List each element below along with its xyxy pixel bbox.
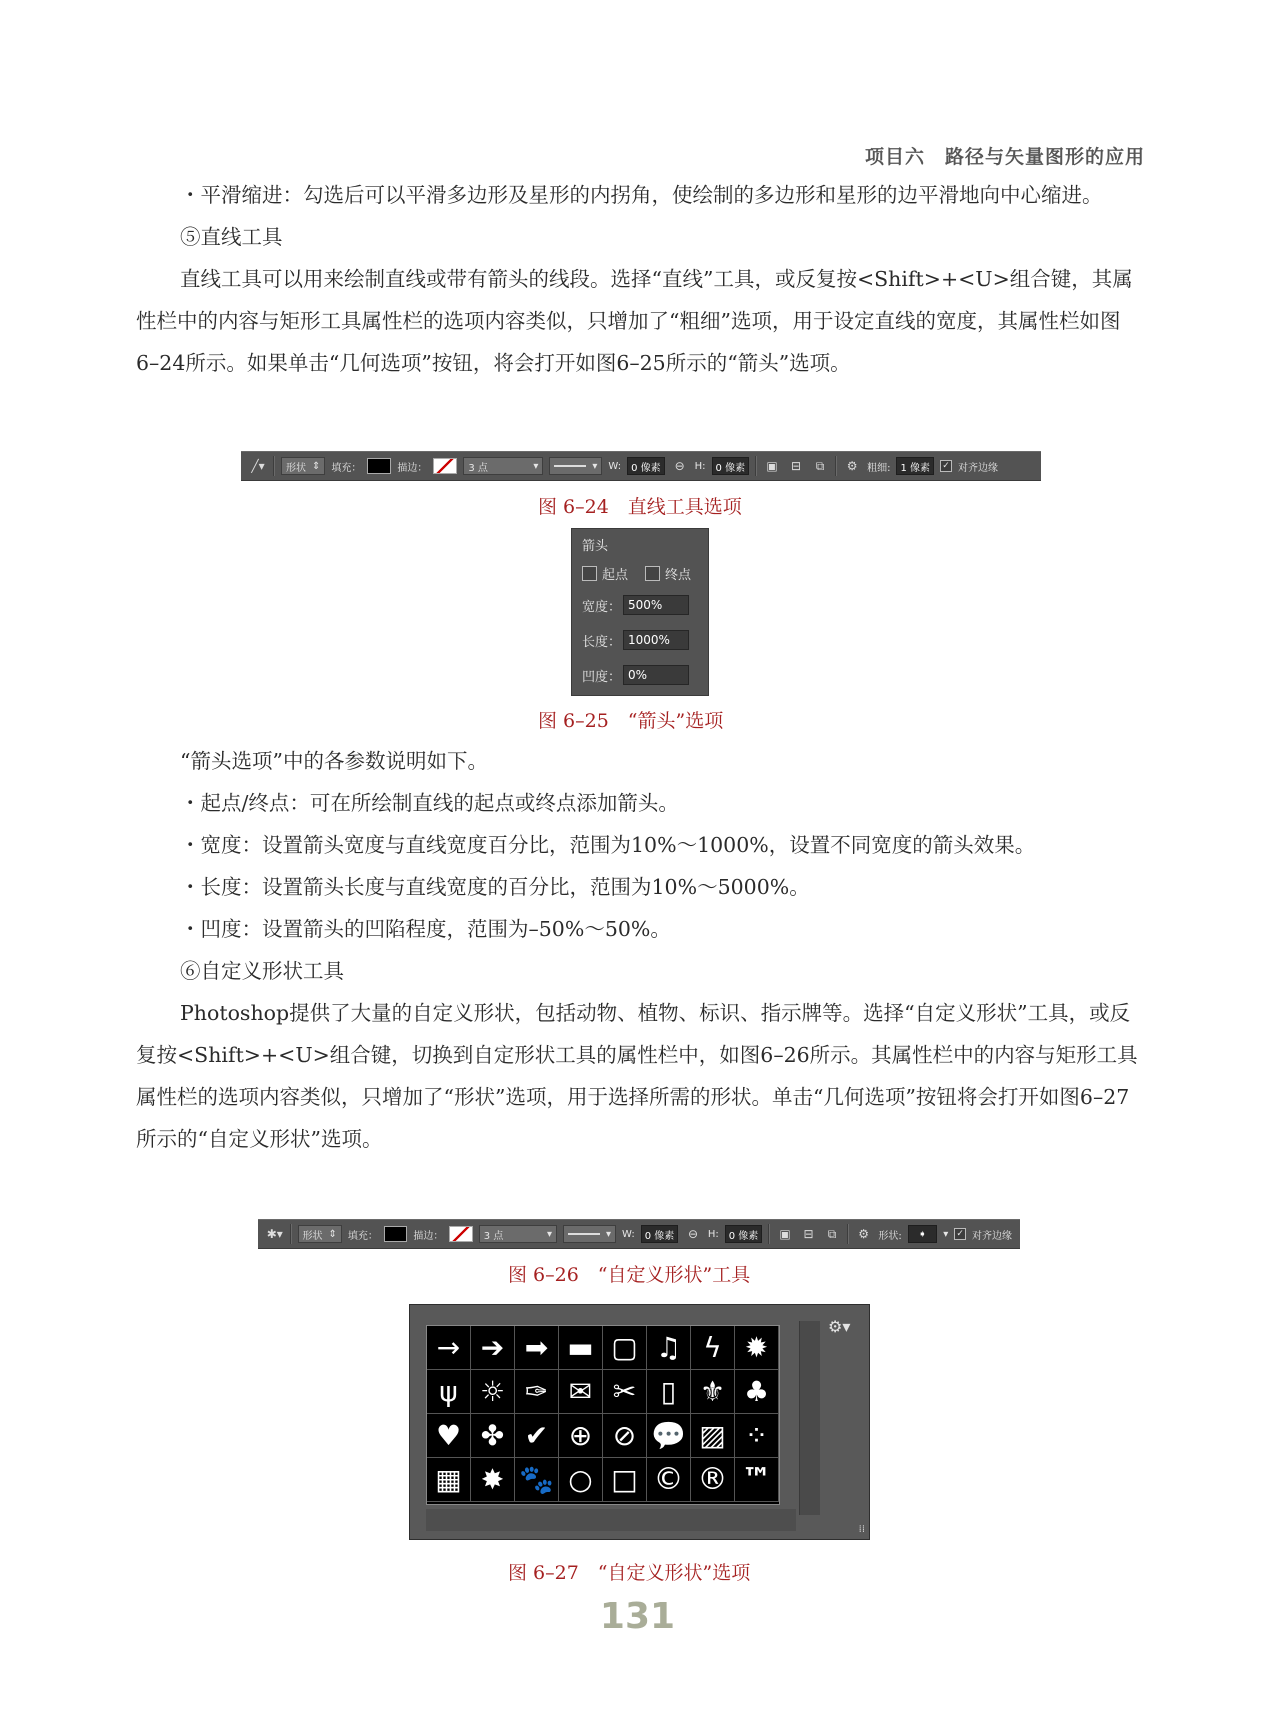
line-tool-icon[interactable]: ╱▾ (251, 459, 265, 473)
align-edges-checkbox[interactable]: ✓ (940, 460, 952, 472)
width-input[interactable]: 500% (623, 595, 689, 615)
end-checkbox-group[interactable] (645, 564, 691, 583)
weight-input[interactable]: 1 像素 (896, 457, 934, 475)
stroke-label: 描边： (413, 1230, 444, 1242)
start-checkbox[interactable] (582, 566, 597, 581)
shape-thumbnail-icon[interactable]: → (427, 1326, 471, 1370)
gear-menu-icon[interactable]: ⚙▾ (828, 1317, 851, 1336)
shape-thumbnail-icon[interactable]: ✉ (559, 1370, 603, 1414)
shape-thumbnail-icon[interactable]: ϟ (691, 1326, 735, 1370)
running-header: 项目六 路径与矢量图形的应用 (864, 146, 1145, 168)
path-alignment-icon[interactable]: ⊟ (803, 1227, 814, 1241)
start-checkbox-group[interactable] (582, 564, 628, 583)
shape-thumbnail-icon[interactable]: ⚜ (691, 1370, 735, 1414)
link-icon[interactable]: ⊖ (688, 1227, 699, 1241)
scrollbar[interactable] (799, 1321, 820, 1515)
paragraph-smooth-indent: ・平滑缩进：勾选后可以平滑多边形及星形的内拐角，使绘制的多边形和星形的边平滑地向中心缩进。 (180, 183, 1103, 207)
gear-icon[interactable]: ⚙ (846, 459, 858, 473)
end-label: 终点 (665, 568, 692, 583)
body-block-2 (136, 740, 1141, 1160)
section-heading-line-tool: ⑤直线工具 (180, 225, 283, 249)
shape-thumbnail-icon[interactable]: ▨ (691, 1414, 735, 1458)
shape-thumbnail-icon[interactable]: ⁘ (735, 1414, 779, 1458)
shape-thumbnail-icon[interactable]: ☼ (471, 1370, 515, 1414)
stroke-swatch[interactable] (433, 458, 457, 474)
fill-swatch[interactable] (367, 458, 391, 474)
shape-thumbnail-icon[interactable]: ✤ (471, 1414, 515, 1458)
end-checkbox[interactable] (645, 566, 660, 581)
height-label: H: (694, 460, 706, 472)
shape-thumbnail-icon[interactable]: ™ (735, 1458, 779, 1502)
align-edges-label: 对齐边缘 (971, 1230, 1012, 1242)
shape-thumbnail-icon[interactable]: ψ (427, 1370, 471, 1414)
link-icon[interactable]: ⊖ (674, 459, 685, 473)
page-number: 131 (599, 1596, 676, 1637)
caption-fig-6-27: 图 6–27 “自定义形状”选项 (508, 1562, 751, 1584)
width-label: W: (608, 460, 622, 472)
stroke-size-dropdown[interactable]: 3 点 ▾ (463, 457, 543, 475)
gear-icon[interactable]: ⚙ (858, 1227, 869, 1241)
height-input[interactable]: 0 像素 (712, 457, 750, 475)
caption-fig-6-24: 图 6–24 直线工具选项 (538, 496, 742, 518)
length-row (582, 630, 689, 650)
shape-thumbnail-icon[interactable]: ➡ (515, 1326, 559, 1370)
shape-thumbnail-icon[interactable]: ▬ (559, 1326, 603, 1370)
paragraph-arrow-intro: “箭头选项”中的各参数说明如下。 (180, 749, 488, 773)
length-label: 长度： (582, 634, 622, 650)
shape-thumbnail-icon[interactable]: 💬 (647, 1414, 691, 1458)
shape-thumbnail-icon[interactable]: ♣ (735, 1370, 779, 1414)
mode-dropdown[interactable]: 形状 ⇕ (298, 1225, 342, 1243)
panel-title: 箭头 (582, 539, 609, 554)
shape-thumbnail-icon[interactable]: □ (603, 1458, 647, 1502)
paragraph-concavity: ・凹度：设置箭头的凹陷程度，范围为–50%～50%。 (180, 917, 671, 941)
fill-label: 填充： (347, 1230, 378, 1242)
shape-thumbnail-icon[interactable]: ♥ (427, 1414, 471, 1458)
align-edges-checkbox[interactable]: ✓ (954, 1228, 966, 1240)
shape-thumbnail-icon[interactable]: ✑ (515, 1370, 559, 1414)
stroke-label: 描边： (397, 462, 428, 474)
shape-thumbnail-icon[interactable]: ♫ (647, 1326, 691, 1370)
shape-thumbnail-icon[interactable]: ▢ (603, 1326, 647, 1370)
divider (835, 456, 837, 476)
arrowhead-panel (571, 528, 709, 696)
path-operations-icon[interactable]: ▣ (779, 1227, 791, 1241)
width-label: 宽度： (582, 599, 622, 615)
divider (847, 1224, 849, 1244)
shape-thumbnail-icon[interactable]: ✹ (735, 1326, 779, 1370)
shape-thumbnail-icon[interactable]: © (647, 1458, 691, 1502)
shape-thumbnail-icon[interactable]: ○ (559, 1458, 603, 1502)
fill-label: 填充： (331, 462, 362, 474)
shape-label: 形状: (878, 1230, 902, 1242)
align-edges-label: 对齐边缘 (958, 462, 998, 474)
start-label: 起点 (602, 568, 629, 583)
shape-thumbnail-icon[interactable]: ▦ (427, 1458, 471, 1502)
caption-fig-6-26: 图 6–26 “自定义形状”工具 (508, 1264, 751, 1286)
divider (273, 456, 275, 476)
divider (290, 1224, 292, 1244)
width-label: W: (622, 1228, 635, 1240)
width-input[interactable]: 0 像素 (641, 1225, 679, 1243)
divider (755, 456, 757, 476)
caption-fig-6-25: 图 6–25 “箭头”选项 (538, 710, 724, 732)
shape-thumbnail-icon[interactable]: ▯ (647, 1370, 691, 1414)
height-label: H: (707, 1228, 719, 1240)
section-heading-custom-shape: ⑥自定义形状工具 (180, 959, 344, 983)
path-alignment-icon[interactable]: ⊟ (791, 459, 802, 473)
concavity-label: 凹度： (582, 669, 622, 685)
paragraph-line-tool: 直线工具可以用来绘制直线或带有箭头的线段。选择“直线”工具，或反复按<Shift>+<U>组合键，其属性栏中的内容与矩形工具属性栏的选项内容类似，只增加了“粗细”选项，用于设定直线的宽度，其属性栏如图6–24所示。如果单击“几何选项”按钮，将会打开如图6–25所示的“箭头”选项。 (136, 267, 1133, 375)
path-arrangement-icon[interactable]: ⧉ (815, 458, 825, 473)
paragraph-start-end: ・起点/终点：可在所绘制直线的起点或终点添加箭头。 (180, 791, 679, 815)
custom-shape-tool-icon[interactable]: ✱▾ (266, 1227, 283, 1241)
shape-thumbnail-icon[interactable]: ⊘ (603, 1414, 647, 1458)
divider (768, 1224, 770, 1244)
width-input[interactable]: 0 像素 (627, 457, 665, 475)
shape-thumbnail-icon[interactable]: ® (691, 1458, 735, 1502)
shape-thumbnail-icon[interactable]: ✸ (471, 1458, 515, 1502)
shape-thumbnail-icon[interactable]: ✔ (515, 1414, 559, 1458)
stroke-type-dropdown[interactable]: ▾ (549, 457, 602, 475)
length-input[interactable]: 1000% (623, 630, 689, 650)
concavity-row (582, 665, 689, 685)
stroke-type-dropdown[interactable]: ▾ (563, 1225, 616, 1243)
line-tool-options-bar (241, 451, 1041, 481)
height-input[interactable]: 0 像素 (725, 1225, 763, 1243)
paragraph-width: ・宽度：设置箭头宽度与直线宽度百分比，范围为10%～1000%，设置不同宽度的箭头效果。 (180, 833, 1036, 857)
weight-label: 粗细: (867, 462, 891, 474)
resize-grip-icon[interactable]: ⁞⁞ (858, 1524, 865, 1535)
fill-swatch[interactable] (384, 1226, 407, 1242)
shape-thumbnail-icon[interactable]: ⊕ (559, 1414, 603, 1458)
mode-dropdown[interactable]: 形状 ⇕ (281, 457, 325, 475)
shape-picker[interactable]: ➧ (908, 1225, 937, 1243)
panel-footer (426, 1509, 796, 1531)
custom-shape-options-bar (258, 1219, 1020, 1249)
body-block-1 (136, 174, 1141, 384)
shape-thumbnail-icon[interactable]: 🐾 (515, 1458, 559, 1502)
shape-thumbnail-icon[interactable]: ➔ (471, 1326, 515, 1370)
width-row (582, 595, 689, 615)
shape-picker-chevron-icon[interactable]: ▾ (943, 1228, 949, 1240)
shape-grid (426, 1325, 780, 1505)
path-operations-icon[interactable]: ▣ (766, 459, 778, 473)
concavity-input[interactable]: 0% (623, 665, 689, 685)
shape-thumbnail-icon[interactable]: ✂ (603, 1370, 647, 1414)
stroke-swatch[interactable] (449, 1226, 472, 1242)
stroke-size-dropdown[interactable]: 3 点 ▾ (479, 1225, 557, 1243)
paragraph-custom-shape: Photoshop提供了大量的自定义形状，包括动物、植物、标识、指示牌等。选择“自定义形状”工具，或反复按<Shift>+<U>组合键，切换到自定形状工具的属性栏中，如图6–26所示。其属性栏中的内容与矩形工具属性栏的选项内容类似，只增加了“形状”选项，用于选择所需的形状。单击“几何选项”按钮将会打开如图6–27所示的“自定义形状”选项。 (136, 1001, 1138, 1151)
custom-shape-panel (409, 1304, 870, 1540)
paragraph-length: ・长度：设置箭头长度与直线宽度的百分比，范围为10%～5000%。 (180, 875, 810, 899)
path-arrangement-icon[interactable]: ⧉ (827, 1226, 837, 1241)
